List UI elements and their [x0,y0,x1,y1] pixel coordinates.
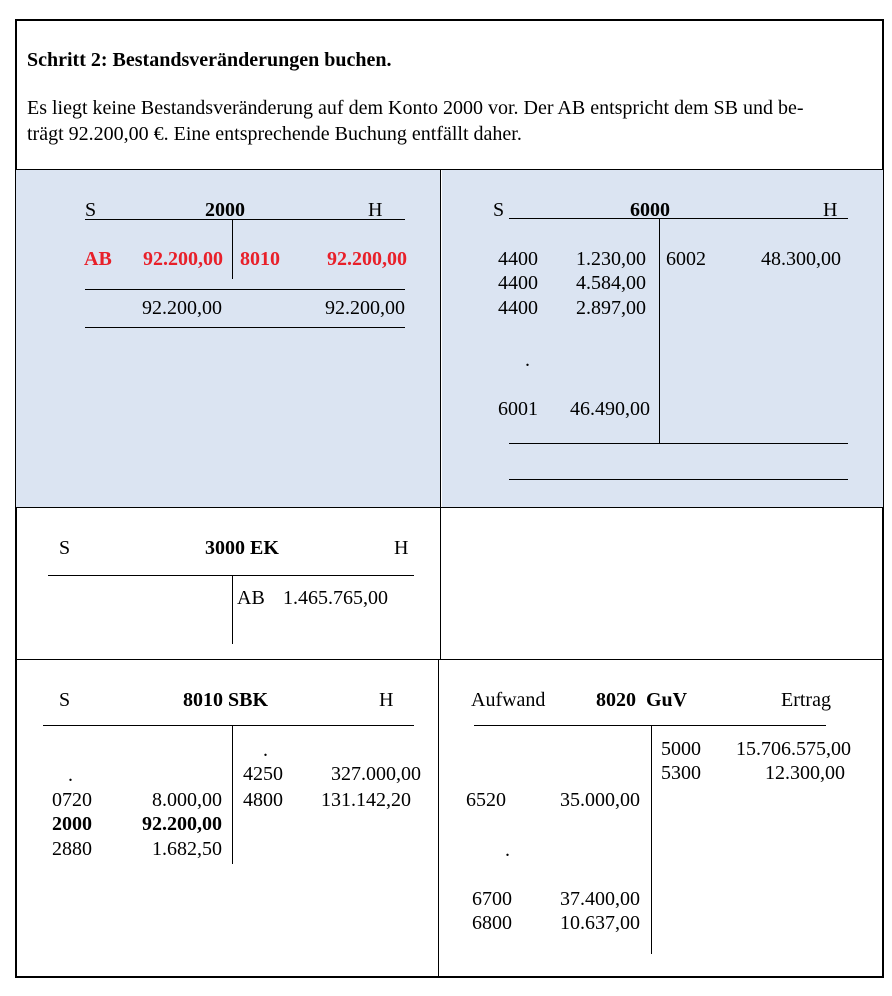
konto-6000-ellipsis-dot: . [525,349,530,371]
konto-8010-debit-val-1: 8.000,00 [152,789,222,811]
konto-6000-debit-acc-last: 6001 [498,398,538,420]
konto-8020-left-label: Aufwand [471,689,546,711]
konto-6000-debit-acc-2: 4400 [498,272,538,294]
konto-8010-credit-acc-2: 4800 [243,789,283,811]
konto-2000-sum-right: 92.200,00 [325,297,405,319]
konto-8010-credit-acc-1: 4250 [243,763,283,785]
konto-8020-credit-val-2: 12.300,00 [765,762,845,784]
konto-8020-debit-val-3: 10.637,00 [560,912,640,934]
intro-line-2: trägt 92.200,00 €. Eine entsprechende Buchung entfällt daher. [27,123,522,145]
konto-2000-h-label: H [368,199,383,221]
konto-8010-right-ellipsis-dot: . [263,739,268,761]
konto-3000-credit-label: AB [237,587,265,609]
konto-2000-center-line [232,219,233,279]
konto-8010-left-ellipsis-dot: . [68,764,73,786]
grid-vertical-upper [440,170,441,660]
konto-3000-h-label: H [394,537,409,559]
konto-6000-s-label: S [493,199,505,221]
grid-divider-1 [16,507,883,508]
konto-8020-debit-acc-first: 6520 [466,789,506,811]
konto-3000-top-line [48,575,414,576]
konto-2000-credit-value: 92.200,00 [327,248,407,270]
step-heading: Schritt 2: Bestandsveränderungen buchen. [27,49,392,71]
konto-8010-credit-val-1: 327.000,00 [331,763,421,785]
konto-8020-credit-acc-2: 5300 [661,762,701,784]
konto-6000-debit-val-3: 2.897,00 [576,297,646,319]
konto-8010-debit-val-2: 92.200,00 [142,813,222,835]
konto-6000-center-line [659,219,660,444]
konto-8020-debit-val-2: 37.400,00 [560,888,640,910]
konto-2000-top-line [85,219,405,220]
konto-2000-sum-left: 92.200,00 [142,297,222,319]
konto-8020-right-label: Ertrag [781,689,831,711]
konto-3000-title: 3000 EK [205,537,279,559]
konto-6000-credit-account: 6002 [666,248,706,270]
konto-3000-credit-value: 1.465.765,00 [283,587,388,609]
konto-6000-debit-acc-1: 4400 [498,248,538,270]
konto-8010-debit-acc-2: 2000 [52,813,92,835]
konto-6000-credit-value: 48.300,00 [761,248,841,270]
konto-8020-credit-acc-1: 5000 [661,738,701,760]
grid-vertical-lower [438,660,439,978]
konto-6000-debit-val-last: 46.490,00 [570,398,650,420]
konto-8010-center-line [232,726,233,864]
konto-2000-sum-line-top [85,289,405,290]
konto-6000-debit-acc-3: 4400 [498,297,538,319]
konto-6000-h-label: H [823,199,838,221]
grid-divider-2 [16,659,883,660]
konto-8020-debit-acc-3: 6800 [472,912,512,934]
konto-8020-debit-val-first: 35.000,00 [560,789,640,811]
konto-6000-sum-line-top [509,443,848,444]
konto-2000-credit-account: 8010 [240,248,280,270]
konto-8010-top-line [43,725,414,726]
konto-6000-debit-val-2: 4.584,00 [576,272,646,294]
konto-3000-s-label: S [59,537,71,559]
konto-8020-credit-val-1: 15.706.575,00 [736,738,851,760]
konto-8020-top-line [474,725,826,726]
konto-2000-ab-value: 92.200,00 [143,248,223,270]
konto-8010-h-label: H [379,689,394,711]
konto-8010-s-label: S [59,689,71,711]
konto-8010-title: 8010 SBK [183,689,269,711]
konto-6000-top-line [509,218,848,219]
konto-6000-title: 6000 [630,199,670,221]
konto-6000-debit-val-1: 1.230,00 [576,248,646,270]
konto-8010-debit-val-3: 1.682,50 [152,838,222,860]
konto-6000-sum-line-bottom [509,479,848,480]
konto-8010-debit-acc-1: 0720 [52,789,92,811]
konto-8020-title: 8020 GuV [596,689,688,711]
konto-2000-title: 2000 [205,199,245,221]
konto-3000-center-line [232,576,233,644]
konto-8020-ellipsis-dot: . [505,839,510,861]
konto-8010-debit-acc-3: 2880 [52,838,92,860]
konto-8020-debit-acc-2: 6700 [472,888,512,910]
konto-2000-sum-line-bottom [85,327,405,328]
konto-2000-s-label: S [85,199,97,221]
konto-2000-ab-label: AB [84,248,112,270]
konto-8010-credit-val-2: 131.142,20 [321,789,411,811]
intro-line-1: Es liegt keine Bestandsveränderung auf dem Konto 2000 vor. Der AB entspricht dem SB und be- [27,97,804,119]
konto-8020-center-line [651,726,652,954]
